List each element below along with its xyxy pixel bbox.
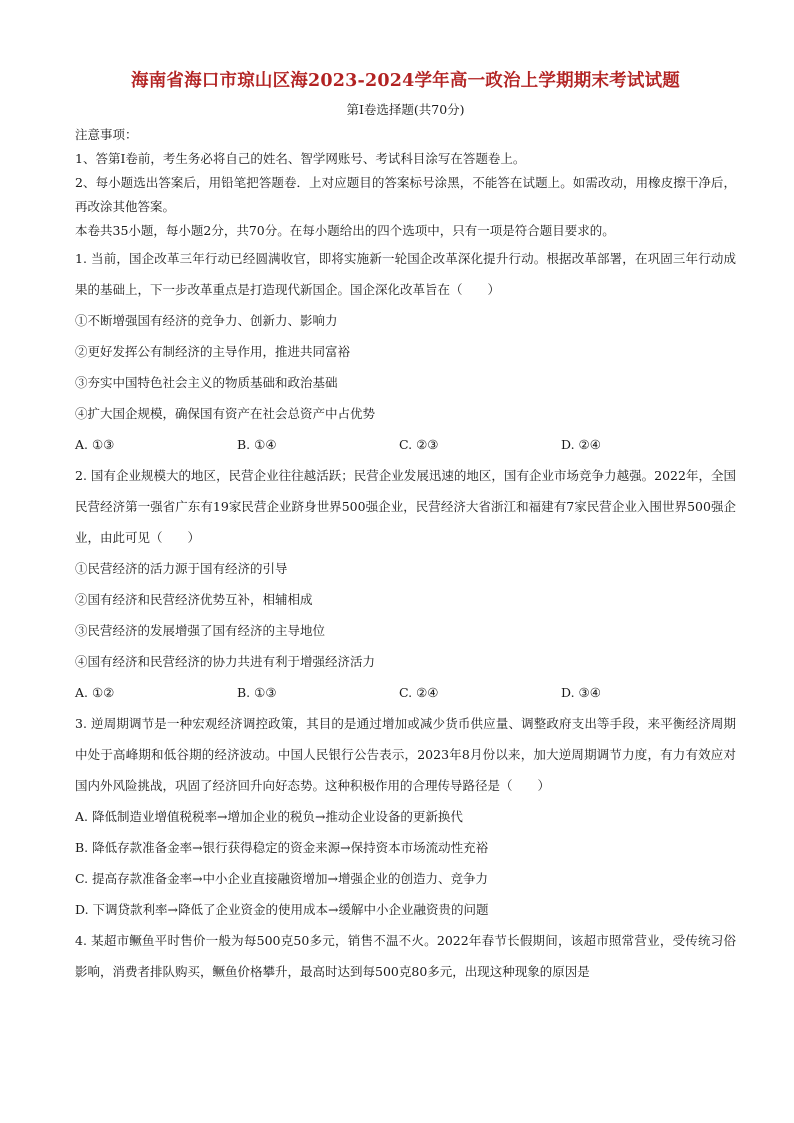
notice-heading: 注意事项： — [75, 127, 138, 142]
choice-c: C. ②③ — [399, 437, 439, 452]
question-2 — [75, 460, 736, 708]
choice-d: D. ③④ — [561, 685, 601, 700]
choice-d: D. ②④ — [561, 437, 601, 452]
choice-c: C. ②④ — [399, 685, 439, 700]
notice-block — [75, 123, 736, 243]
question-4 — [75, 925, 736, 987]
choice-b: B. ①④ — [237, 437, 277, 452]
notice-intro: 本卷共35小题，每小题2分，共70分。在每小题给出的四个选项中，只有一项是符合题目要求的。 — [75, 223, 615, 238]
statement-item: ①民营经济的活力源于国有经济的引导 — [75, 561, 288, 576]
answer-choices — [75, 429, 736, 460]
statement-item: ④扩大国企规模，确保国有资产在社会总资产中占优势 — [75, 406, 376, 421]
statement-item: ②更好发挥公有制经济的主导作用，推进共同富裕 — [75, 344, 351, 359]
choice-b: B. ①③ — [237, 685, 277, 700]
option-c: C. 提高存款准备金率→中小企业直接融资增加→增强企业的创造力、竞争力 — [75, 871, 489, 886]
section-heading: 第Ⅰ卷选择题(共70分) — [346, 102, 465, 117]
choice-a: A. ①③ — [75, 437, 115, 452]
question-stem: 2. 国有企业规模大的地区，民营企业往往越活跃；民营企业发展迅速的地区，国有企业市场竞争力越强。2022年，全国民营经济第一强省广东有19家民营企业跻身世界500强企业，民营经济大省浙江和福建有7家民营企业入围世界500强企业，由此可见（ ） — [75, 468, 736, 545]
statement-item: ③民营经济的发展增强了国有经济的主导地位 — [75, 623, 326, 638]
notice-item: 2、每小题选出答案后，用铅笔把答题卷．上对应题目的答案标号涂黑，不能答在试题上。如需改动，用橡皮擦干净后，再改涂其他答案。 — [75, 175, 736, 214]
page-title: 海南省海口市琼山区海2023-2024学年高一政治上学期期末考试试题 — [131, 71, 680, 91]
question-stem: 3. 逆周期调节是一种宏观经济调控政策，其目的是通过增加或减少货币供应量、调整政府支出等手段，来平衡经济周期中处于高峰期和低谷期的经济波动。中国人民银行公告表示，2023年8月份以来，加大逆周期调节力度，有力有效应对国内外风险挑战，巩固了经济回升向好态势。这种积极作用的合理传导路径是（ ） — [75, 716, 736, 793]
option-b: B. 降低存款准备金率→银行获得稳定的资金来源→保持资本市场流动性充裕 — [75, 840, 489, 855]
answer-choices — [75, 677, 736, 708]
statement-item: ④国有经济和民营经济的协力共进有利于增强经济活力 — [75, 654, 376, 669]
question-1 — [75, 243, 736, 460]
question-stem: 4. 某超市鳜鱼平时售价一般为每500克50多元，销售不温不火。2022年春节长假期间，该超市照常营业，受传统习俗影响，消费者排队购买，鳜鱼价格攀升，最高时达到每500克80多元，出现这种现象的原因是 — [75, 933, 736, 979]
option-a: A. 降低制造业增值税税率→增加企业的税负→推动企业设备的更新换代 — [75, 809, 463, 824]
statement-item: ②国有经济和民营经济优势互补，相辅相成 — [75, 592, 313, 607]
question-3 — [75, 708, 736, 925]
question-stem: 1. 当前，国企改革三年行动已经圆满收官，即将实施新一轮国企改革深化提升行动。根据改革部署，在巩固三年行动成果的基础上，下一步改革重点是打造现代新国企。国企深化改革旨在（ ） — [75, 251, 736, 297]
statement-item: ①不断增强国有经济的竞争力、创新力、影响力 — [75, 313, 338, 328]
notice-item: 1、答第Ⅰ卷前，考生务必将自己的姓名、智学网账号、考试科目涂写在答题卷上。 — [75, 151, 526, 166]
statement-item: ③夯实中国特色社会主义的物质基础和政治基础 — [75, 375, 338, 390]
choice-a: A. ①② — [75, 685, 115, 700]
option-d: D. 下调贷款利率→降低了企业资金的使用成本→缓解中小企业融资贵的问题 — [75, 902, 489, 917]
